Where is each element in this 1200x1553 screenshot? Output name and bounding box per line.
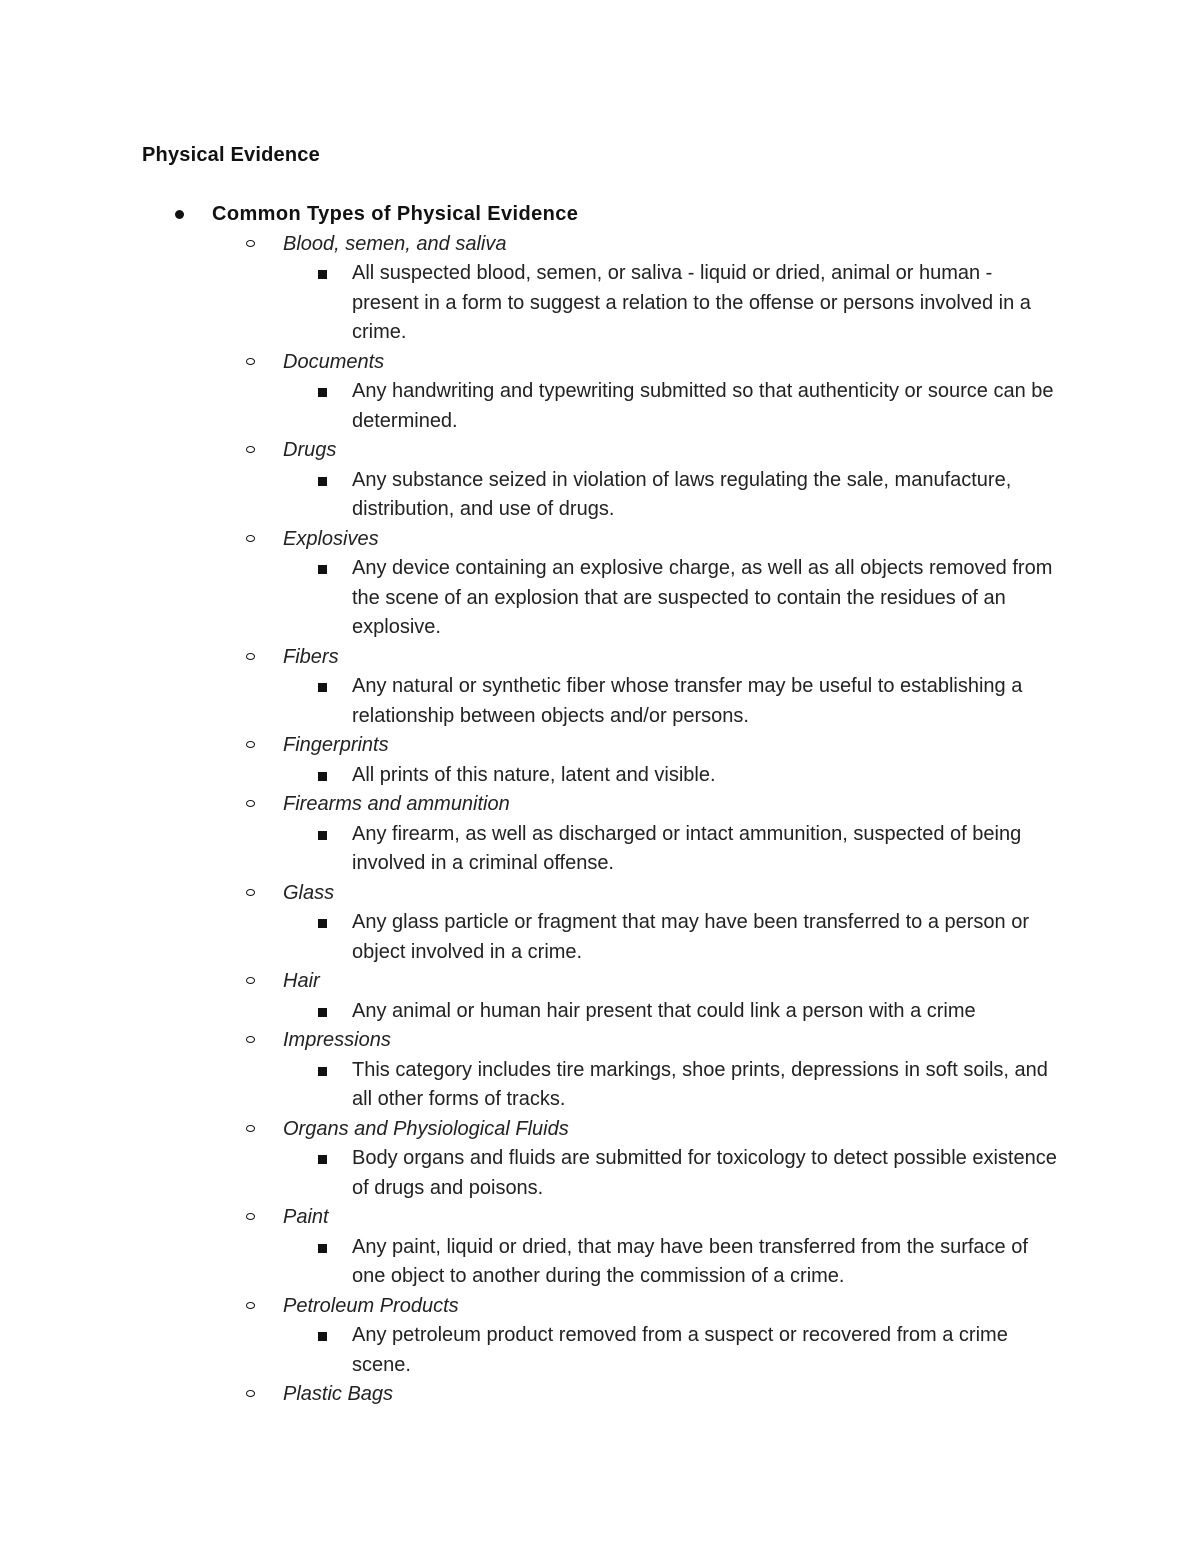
square-bullet-icon <box>318 1244 327 1253</box>
category-name: Impressions <box>283 1029 391 1051</box>
category-name: Fibers <box>283 645 339 668</box>
category-head <box>0 967 1200 997</box>
description-text: Any device containing an explosive charge, as well as all objects removed from the scene of an explosion that are suspected to contain the residues of an explosive. <box>352 557 1053 638</box>
circle-bullet-icon <box>246 1213 255 1220</box>
category-name: Hair <box>283 970 320 992</box>
category-description <box>0 466 1200 525</box>
category-head <box>0 1292 1200 1322</box>
category-head <box>0 1115 1200 1145</box>
section-heading-text: Common Types of Physical Evidence <box>212 203 579 225</box>
category-drugs <box>0 436 1200 525</box>
category-name: Plastic Bags <box>283 1383 394 1405</box>
category-impressions <box>0 1026 1200 1115</box>
description-text: Any firearm, as well as discharged or intact ammunition, suspected of being involved in a criminal offense. <box>352 822 1022 874</box>
description-text: This category includes tire markings, shoe prints, depressions in soft soils, and all other forms of tracks. <box>352 1058 1048 1110</box>
circle-bullet-icon <box>246 446 255 453</box>
category-blood <box>0 230 1200 348</box>
category-head <box>0 348 1200 378</box>
category-name: Paint <box>283 1206 329 1228</box>
category-hair <box>0 967 1200 1026</box>
category-description <box>0 820 1200 879</box>
category-name: Petroleum Products <box>283 1294 459 1317</box>
category-description <box>0 672 1200 731</box>
category-description <box>0 259 1200 348</box>
category-plastic-bags <box>0 1380 1200 1410</box>
square-bullet-icon <box>318 919 327 928</box>
description-text: Any glass particle or fragment that may have been transferred to a person or object involved in a crime. <box>352 911 1030 963</box>
circle-bullet-icon <box>246 800 255 807</box>
circle-bullet-icon <box>246 1125 255 1132</box>
description-text: Any paint, liquid or dried, that may have been transferred from the surface of one object to another during the commission of a crime. <box>352 1235 1028 1287</box>
category-description <box>0 997 1200 1027</box>
circle-bullet-icon <box>246 653 255 660</box>
description-text: Any petroleum product removed from a suspect or recovered from a crime scene. <box>352 1324 1008 1376</box>
square-bullet-icon <box>318 683 327 692</box>
circle-bullet-icon <box>246 977 255 984</box>
square-bullet-icon <box>318 1155 327 1164</box>
circle-bullet-icon <box>246 240 255 247</box>
category-description <box>0 377 1200 436</box>
category-head <box>0 525 1200 555</box>
description-text: All suspected blood, semen, or saliva - liquid or dried, animal or human - present in a form to suggest a relation to the offense or persons involved in a crime. <box>352 262 1031 343</box>
category-head <box>0 790 1200 820</box>
description-text: Any handwriting and typewriting submitted so that authenticity or source can be determined. <box>352 380 1054 432</box>
document-title: Physical Evidence <box>142 144 320 166</box>
category-head <box>0 230 1200 260</box>
evidence-types-section <box>0 200 1200 1410</box>
circle-bullet-icon <box>246 358 255 365</box>
square-bullet-icon <box>318 1332 327 1341</box>
category-glass <box>0 879 1200 968</box>
circle-bullet-icon <box>246 535 255 542</box>
category-head <box>0 1026 1200 1056</box>
square-bullet-icon <box>318 772 327 781</box>
category-description <box>0 1056 1200 1115</box>
category-name: Firearms and ammunition <box>283 793 510 815</box>
category-head <box>0 1203 1200 1233</box>
category-fibers <box>0 643 1200 732</box>
category-name: Drugs <box>283 439 337 461</box>
category-name: Documents <box>283 350 385 373</box>
category-firearms <box>0 790 1200 879</box>
category-head <box>0 436 1200 466</box>
description-text: Any animal or human hair present that could link a person with a crime <box>352 999 976 1022</box>
square-bullet-icon <box>318 1067 327 1076</box>
category-fingerprints <box>0 731 1200 790</box>
category-description <box>0 1321 1200 1380</box>
category-explosives <box>0 525 1200 643</box>
category-name: Blood, semen, and saliva <box>283 232 507 255</box>
square-bullet-icon <box>318 1008 327 1017</box>
category-documents <box>0 348 1200 437</box>
square-bullet-icon <box>318 270 327 279</box>
category-head <box>0 731 1200 761</box>
category-name: Fingerprints <box>283 734 389 756</box>
category-description <box>0 761 1200 791</box>
description-text: Any natural or synthetic fiber whose transfer may be useful to establishing a relationship between objects and/or persons. <box>352 675 1023 727</box>
description-text: Any substance seized in violation of laws regulating the sale, manufacture, distribution, and use of drugs. <box>352 468 1012 520</box>
category-description <box>0 1233 1200 1292</box>
circle-bullet-icon <box>246 889 255 896</box>
category-name: Organs and Physiological Fluids <box>283 1117 569 1140</box>
circle-bullet-icon <box>246 1390 255 1397</box>
category-paint <box>0 1203 1200 1292</box>
category-description <box>0 908 1200 967</box>
category-name: Explosives <box>283 527 379 550</box>
category-petroleum <box>0 1292 1200 1381</box>
square-bullet-icon <box>318 477 327 486</box>
square-bullet-icon <box>318 831 327 840</box>
disc-bullet-icon <box>175 210 184 219</box>
category-head <box>0 643 1200 673</box>
circle-bullet-icon <box>246 741 255 748</box>
category-description <box>0 1144 1200 1203</box>
circle-bullet-icon <box>246 1302 255 1309</box>
square-bullet-icon <box>318 565 327 574</box>
square-bullet-icon <box>318 388 327 397</box>
description-text: All prints of this nature, latent and visible. <box>352 763 716 786</box>
category-head <box>0 1380 1200 1410</box>
description-text: Body organs and fluids are submitted for toxicology to detect possible existence of drugs and poisons. <box>352 1147 1057 1199</box>
category-organs-fluids <box>0 1115 1200 1204</box>
category-description <box>0 554 1200 643</box>
circle-bullet-icon <box>246 1036 255 1043</box>
section-heading <box>0 200 1200 230</box>
category-name: Glass <box>283 881 335 904</box>
category-head <box>0 879 1200 909</box>
